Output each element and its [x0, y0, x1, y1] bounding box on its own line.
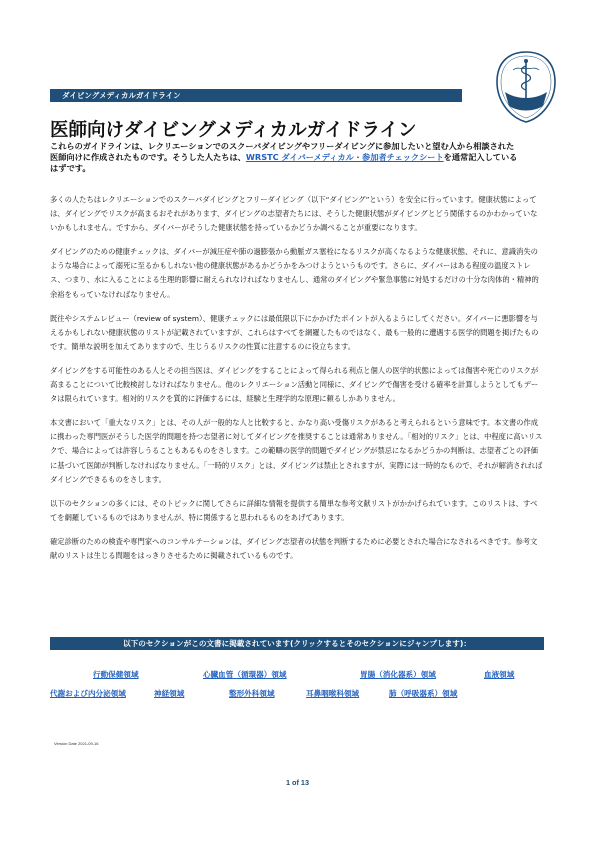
checklist-link[interactable]: WRSTC ダイバーメディカル・参加者チェックシート — [245, 152, 444, 163]
paragraph: ダイビングをする可能性のある人とその担当医は、ダイビングをすることによって得られる利点と個人の医学的状態によっては傷害や死亡のリスクが高まることについて比較検討しなければなりません。他のレクリエーション活動と同様に、ダイビングで傷害を受ける確率を計算しようとしてもデータは限られています。相対的リスクを質的に評価するには、経験と生理学的な原理に頼るしかありません。 — [50, 365, 539, 404]
intro-text: これらのガイドラインは、レクリエーションでのスクーバダイビングやフリーダイビングに参加したいと望む人から相談された医師向けに作成されたものです。そうした人たちは、 — [50, 141, 515, 163]
page-number: 1 of 13 — [285, 778, 310, 787]
paragraph: 以下のセクションの多くには、そのトピックに関してさらに詳細な情報を提供する簡単な参考文献リストがかかげられています。このリストは、すべてを網羅しているものではありませんが、特に関係すると思われるものをあげてあります。 — [50, 498, 538, 522]
paragraph: 確定診断のための検査や専門家へのコンサルテーションは、ダイビング志望者の状態を判断するために必要とされた場合になされるべきです。参考文献のリストは生じる問題をはっきりさせるために掲載されているものです。 — [50, 536, 538, 560]
body-text — [50, 193, 544, 573]
section-link-orthopaedic[interactable]: 整形外科領域 — [229, 689, 275, 698]
diver-medical-logo-icon — [491, 48, 561, 126]
section-link-pulmonary[interactable]: 肺（呼吸器系）領域 — [389, 689, 458, 698]
section-link-hematologic[interactable]: 血液領域 — [484, 670, 515, 679]
paragraph: 本文書において「重大なリスク」とは、その人が一般的な人と比較すると、かなり高い受傷リスクがあると考えられるという意味です。本文書の作成に携わった専門医がそうした医学的問題を持つ志望者に対してダイビングを推奨することは通常ありません。「相対的リスク」とは、中程度に高いリスクで、場合によっては許容しうることもあるものをさします。この範疇の医学的問題でダイビングが禁忌になるかどうかの判断は、志望者ごとの評価に基づいて医師が判断しなければなりません。「一時的リスク」とは、ダイビングは禁止とされますが、実際には一時的なもので、それが解消されればダイビングできるものをさします。 — [50, 418, 543, 484]
version-date: Version Date 2021-09-16 — [54, 741, 99, 746]
sections-bar-label: 以下のセクションがこの文書に掲載されています(クリックするとそのセクションにジャンプします)： — [123, 639, 471, 648]
intro-paragraph — [50, 141, 520, 175]
paragraph: ダイビングのための健康チェックは、ダイバーが減圧症や肺の過膨張から動脈ガス塞栓になるリスクが高くなるような健康状態、それに、意識消失のような場合によって溺死に至るかもしれない他の健康状態があるかどうかをみつけようというものです。さらに、ダイバーはある程度の温度ストレス、つまり、水に入ることによる生理的影響に耐えられなければなりませんし、通常のダイビングや緊急事態に対処するだけの十分な肉体的・精神的余裕をもっていなければなりません。 — [50, 247, 539, 299]
header-label: ダイビングメディカルガイドライン — [62, 91, 181, 100]
paragraph: 既往やシステムレビュー（review of system）、健康チェックには最低限以下にかかげたポイントが入るようにしてください。ダイバーに悪影響を与えるかもしれない健康状態のリストが記載されていますが、これらはすべてを網羅したものではなく、最も一般的に遭遇する医学的問題を掲げたものです。簡単な説明を加えてありますので、生じうるリスクの性質に注意するのに役立ちます。 — [50, 313, 539, 351]
sections-bar — [50, 637, 544, 650]
section-link-behavioral[interactable]: 行動保健領域 — [93, 670, 139, 679]
section-link-neurological[interactable]: 神経領域 — [154, 689, 185, 698]
paragraph: 多くの人たちはレクリエーションでのスクーバダイビングとフリーダイビング（以下“ダイビング”という）を安全に行っています。健康状態によっては、ダイビングでリスクが高まるおそれがあります、ダイビングの志望者たちには、そうした健康状態がダイビングとどう関係するのかわかっていないかもしれません。ですから、ダイバーがそうした健康状態を持っているかどうか調べることが重要になります。 — [50, 195, 538, 233]
page-title: 医師向けダイビングメディカルガイドライン — [50, 120, 417, 141]
section-link-metabolic[interactable]: 代謝および内分泌領域 — [50, 689, 126, 698]
section-link-ent[interactable]: 耳鼻咽喉科領域 — [306, 689, 360, 698]
intro-text-end: を通常記入しているはずです。 — [50, 152, 518, 174]
section-link-gastrointestinal[interactable]: 胃腸（消化器系）領域 — [360, 670, 436, 679]
header-bar — [50, 89, 462, 102]
section-link-cardiovascular[interactable]: 心臓血管（循環器）領域 — [203, 670, 287, 679]
